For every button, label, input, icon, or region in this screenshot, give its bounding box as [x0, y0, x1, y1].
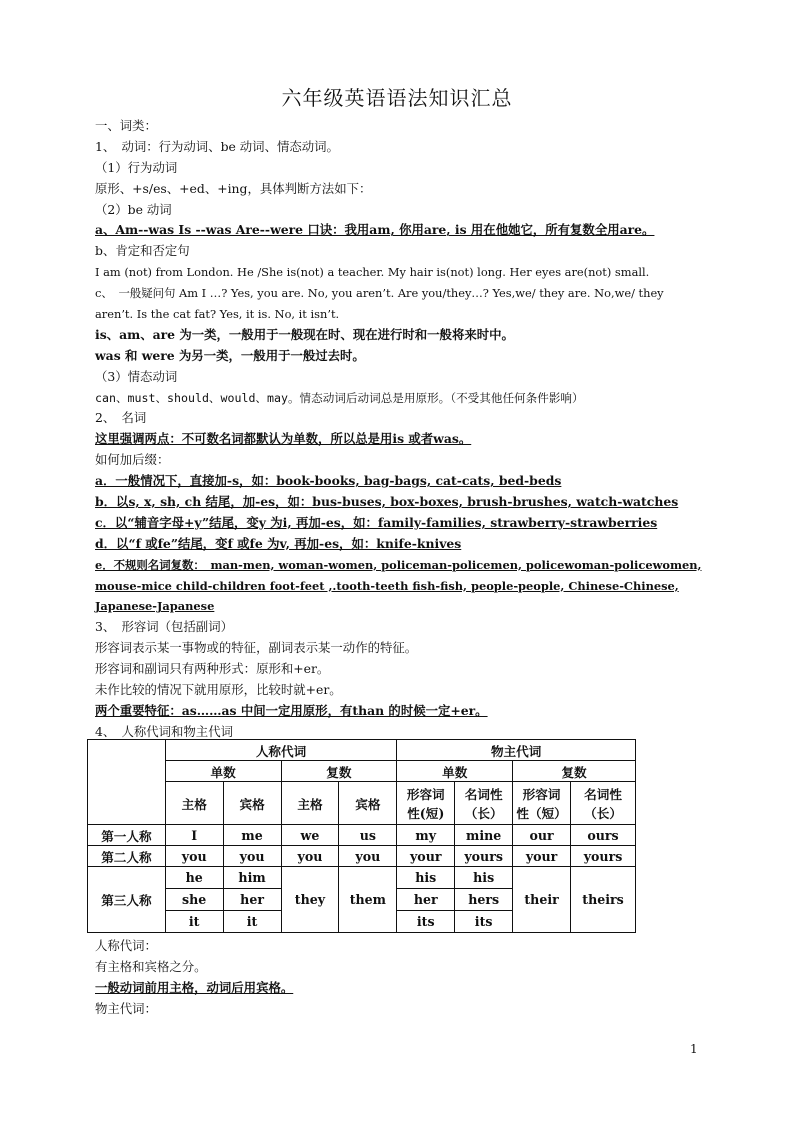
header-nominal: 名词性 （长） [455, 782, 513, 825]
table-cell: me [223, 825, 281, 846]
header-object: 宾格 [339, 782, 397, 825]
table-cell: I [165, 825, 223, 846]
rule-line: c．以“辅音字母+y”结尾，变y 为i, 再加-es，如：family-families, strawberry-strawberries [95, 514, 658, 530]
text-line: 有主格和宾格之分。 [95, 958, 207, 974]
table-cell: she [165, 889, 223, 911]
table-cell: you [339, 846, 397, 867]
rule-line: a、Am--was Is --was Are--were 口诀：我用am, 你用are, is 用在他她它，所有复数全用are。 [95, 222, 655, 238]
table-cell: its [397, 911, 455, 933]
rule-line: Japanese-Japanese [95, 599, 215, 614]
table-cell: my [397, 825, 455, 846]
document-body-continued [95, 936, 705, 1020]
table-cell: us [339, 825, 397, 846]
rule-line: mouse-mice child-children foot-feet ,.tooth-teeth fish-fish, people-people, Chinese-Chinese, [95, 578, 679, 593]
text-line: （2）be 动词 [95, 201, 172, 217]
header-adjectival: 形容词 性(短) [397, 782, 455, 825]
table-cell: your [397, 846, 455, 867]
rule-line: 一般动词前用主格，动词后用宾格。 [95, 979, 294, 995]
table-cell: theirs [571, 867, 636, 933]
table-cell: her [397, 889, 455, 911]
header-possessive-pronouns: 物主代词 [397, 740, 636, 761]
text-line: 物主代词： [95, 1000, 157, 1016]
rule-line: is、am、are 为一类，一般用于一般现在时、现在进行时和一般将来时中。 [95, 326, 514, 342]
text-line: （1）行为动词 [95, 159, 178, 175]
table-cell: her [223, 889, 281, 911]
header-object: 宾格 [223, 782, 281, 825]
table-row-first-person [88, 825, 636, 846]
header-singular: 单数 [165, 761, 281, 782]
header-nominal: 名词性 （长） [571, 782, 636, 825]
subsection-heading: 1、 动词：行为动词、be 动词、情态动词。 [95, 138, 339, 154]
row-label: 第三人称 [88, 867, 166, 933]
table-cell: it [223, 911, 281, 933]
table-cell: we [281, 825, 339, 846]
text-line: 如何加后缀： [95, 452, 170, 468]
table-cell: his [397, 867, 455, 889]
text-line: I am (not) from London. He /She is(not) a teacher. My hair is(not) long. Her eyes are(not) small. [95, 265, 650, 280]
table-cell: him [223, 867, 281, 889]
subsection-heading: 2、 名词 [95, 410, 147, 426]
rule-line: d．以“f 或fe”结尾，变f 或fe 为v, 再加-es，如：knife-knives [95, 535, 462, 551]
table-cell: their [513, 867, 571, 933]
pronoun-table [87, 739, 636, 933]
text-line: （3）情态动词 [95, 368, 178, 384]
rule-line: 这里强调两点：不可数名词都默认为单数，所以总是用is 或者was。 [95, 431, 472, 447]
page-number: 1 [690, 1042, 698, 1056]
table-cell: its [455, 911, 513, 933]
table-cell: his [455, 867, 513, 889]
text-line: b、肯定和否定句 [95, 243, 190, 259]
header-personal-pronouns: 人称代词 [165, 740, 397, 761]
table-row-third-person [88, 867, 636, 889]
header-subject: 主格 [165, 782, 223, 825]
text-line: 未作比较的情况下就用原形，比较时就+er。 [95, 682, 342, 698]
rule-line: a．一般情况下，直接加-s，如：book-books, bag-bags, cat-cats, bed-beds [95, 473, 562, 489]
rule-line: b．以s, x, sh, ch 结尾，加-es，如：bus-buses, box-boxes, brush-brushes, watch-watches [95, 494, 679, 510]
document-title: 六年级英语语法知识汇总 [281, 86, 513, 110]
text-line: can、must、should、would、may。情态动词后动词总是用原形。（不受其他任何条件影响） [95, 390, 584, 405]
table-cell: it [165, 911, 223, 933]
row-label: 第一人称 [88, 825, 166, 846]
header-plural: 复数 [281, 761, 397, 782]
table-cell: yours [455, 846, 513, 867]
rule-line: e．不规则名词复数： man-men, woman-women, policeman-policemen, policewoman-policewomen, [95, 557, 702, 572]
rule-line: 两个重要特征：as……as 中间一定用原形，有than 的时候一定+er。 [95, 702, 488, 718]
header-plural: 复数 [513, 761, 636, 782]
table-cell: you [223, 846, 281, 867]
table-cell: they [281, 867, 339, 933]
table-cell: he [165, 867, 223, 889]
table-cell: ours [571, 825, 636, 846]
header-singular: 单数 [397, 761, 513, 782]
table-corner-cell [88, 740, 166, 825]
document-body [95, 116, 705, 743]
section-heading: 一、词类： [95, 118, 157, 133]
subsection-heading: 3、 形容词（包括副词） [95, 619, 233, 635]
header-subject: 主格 [281, 782, 339, 825]
text-line: c、 一般疑问句 Am I …? Yes, you are. No, you aren’t. Are you/they…? Yes,we/ they are. No,we/ they [95, 286, 664, 301]
text-line: 人称代词： [95, 938, 157, 953]
text-line: 原形、+s/es、+ed、+ing，具体判断方法如下： [95, 180, 372, 196]
rule-line: was 和 were 为另一类，一般用于一般过去时。 [95, 347, 365, 363]
row-label: 第二人称 [88, 846, 166, 867]
header-adjectival: 形容词 性（短） [513, 782, 571, 825]
table-cell: yours [571, 846, 636, 867]
text-line: 形容词和副词只有两种形式：原形和+er。 [95, 661, 330, 677]
table-cell: you [281, 846, 339, 867]
table-cell: you [165, 846, 223, 867]
text-line: aren’t. Is the cat fat? Yes, it is. No, it isn’t. [95, 307, 340, 322]
table-cell: mine [455, 825, 513, 846]
table-cell: hers [455, 889, 513, 911]
table-row-second-person [88, 846, 636, 867]
table-cell: your [513, 846, 571, 867]
table-cell: them [339, 867, 397, 933]
table-cell: our [513, 825, 571, 846]
subsection-heading: 4、 人称代词和物主代词 [95, 723, 233, 739]
text-line: 形容词表示某一事物或的特征，副词表示某一动作的特征。 [95, 640, 418, 656]
